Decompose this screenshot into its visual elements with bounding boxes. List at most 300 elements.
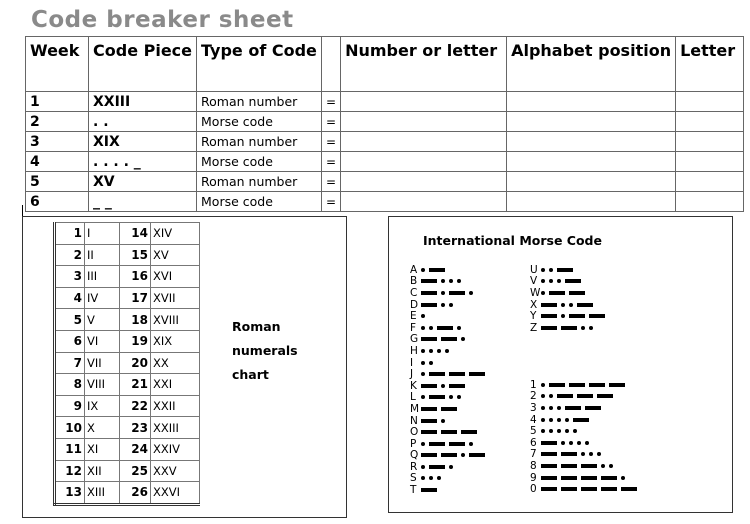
morse-symbols — [421, 326, 465, 330]
alphabet-position-cell[interactable] — [507, 152, 676, 172]
morse-dot — [421, 442, 425, 446]
morse-symbols — [541, 268, 577, 272]
morse-dash — [469, 372, 485, 376]
morse-dash — [429, 268, 445, 272]
roman-number-cell: 22 — [120, 395, 151, 417]
roman-numeral-cell: XII — [85, 460, 120, 482]
roman-numeral-cell: IX — [85, 395, 120, 417]
morse-dash — [581, 487, 597, 491]
morse-dash — [541, 303, 557, 307]
alphabet-position-cell[interactable] — [507, 112, 676, 132]
morse-dash — [441, 453, 457, 457]
morse-char: L — [410, 391, 416, 404]
roman-numeral-cell: XXI — [151, 374, 200, 396]
morse-char: 6 — [530, 436, 537, 449]
roman-number-cell: 16 — [120, 266, 151, 288]
morse-dash — [549, 291, 565, 295]
roman-row — [55, 287, 200, 309]
morse-dot — [565, 418, 569, 422]
alphabet-position-cell[interactable] — [507, 192, 676, 212]
type-cell: Roman number — [197, 172, 322, 192]
morse-dot — [541, 268, 545, 272]
morse-dash — [541, 464, 557, 468]
morse-dash — [429, 465, 445, 469]
morse-dash — [421, 407, 437, 411]
alphabet-position-cell[interactable] — [507, 172, 676, 192]
morse-dot — [541, 406, 545, 410]
roman-row — [55, 309, 200, 331]
letter-cell[interactable] — [676, 152, 744, 172]
morse-dash — [585, 406, 601, 410]
morse-dot — [585, 441, 589, 445]
roman-row — [55, 482, 200, 505]
morse-symbols — [541, 406, 605, 410]
morse-dot — [429, 326, 433, 330]
roman-numeral-cell: III — [85, 266, 120, 288]
morse-symbols — [541, 464, 617, 468]
morse-dot — [589, 452, 593, 456]
number-or-letter-cell[interactable] — [341, 112, 507, 132]
morse-char: 8 — [530, 459, 537, 472]
morse-row — [410, 299, 489, 311]
morse-symbols — [541, 476, 629, 480]
roman-row — [55, 330, 200, 352]
roman-numeral-cell: II — [85, 244, 120, 266]
morse-char: V — [530, 275, 538, 288]
roman-number-cell: 23 — [120, 417, 151, 439]
roman-numeral-cell: VIII — [85, 374, 120, 396]
roman-numeral-cell: XIX — [151, 330, 200, 352]
morse-dot — [421, 372, 425, 376]
morse-dash — [449, 291, 465, 295]
morse-dash — [441, 407, 457, 411]
morse-dot — [597, 452, 601, 456]
morse-row — [530, 425, 641, 437]
morse-symbols — [421, 430, 481, 434]
morse-char: 2 — [530, 390, 537, 403]
header-week: Week — [26, 37, 89, 92]
roman-number-cell: 8 — [55, 374, 85, 396]
morse-row — [530, 264, 609, 276]
morse-dot — [449, 465, 453, 469]
morse-row — [410, 403, 489, 415]
morse-symbols — [541, 418, 593, 422]
morse-char: Z — [530, 321, 538, 334]
morse-dash — [461, 430, 477, 434]
morse-dash — [421, 453, 437, 457]
morse-char: M — [410, 402, 420, 415]
morse-symbols — [421, 303, 457, 307]
morse-dot — [557, 429, 561, 433]
morse-row — [530, 472, 641, 484]
roman-numeral-cell: XIV — [151, 223, 200, 245]
letter-cell[interactable] — [676, 112, 744, 132]
morse-dot — [577, 441, 581, 445]
morse-symbols — [421, 407, 461, 411]
morse-dash — [541, 476, 557, 480]
morse-dash — [441, 430, 457, 434]
morse-dash — [421, 279, 437, 283]
morse-row — [410, 334, 489, 346]
roman-numeral-cell: VII — [85, 352, 120, 374]
morse-dot — [569, 303, 573, 307]
morse-dash — [421, 337, 437, 341]
morse-dot — [609, 464, 613, 468]
morse-row — [410, 438, 489, 450]
type-cell: Morse code — [197, 192, 322, 212]
number-or-letter-cell[interactable] — [341, 172, 507, 192]
morse-dot — [561, 441, 565, 445]
morse-row — [410, 287, 489, 299]
morse-dash — [557, 394, 573, 398]
roman-number-cell: 25 — [120, 460, 151, 482]
morse-symbols — [421, 291, 477, 295]
morse-dash — [621, 487, 637, 491]
morse-row — [530, 287, 609, 299]
morse-char: I — [410, 356, 414, 369]
header-code-piece: Code Piece — [89, 37, 197, 92]
header-type-of-code: Type of Code — [197, 37, 322, 92]
morse-char: R — [410, 460, 418, 473]
morse-dot — [549, 279, 553, 283]
morse-dash — [589, 383, 605, 387]
morse-dot — [549, 429, 553, 433]
morse-dot — [461, 337, 465, 341]
roman-numerals-table — [53, 222, 200, 506]
morse-dot — [541, 429, 545, 433]
roman-number-cell: 26 — [120, 482, 151, 505]
morse-dash — [541, 487, 557, 491]
roman-number-cell: 20 — [120, 352, 151, 374]
morse-dash — [449, 372, 465, 376]
letter-cell[interactable] — [676, 192, 744, 212]
morse-dot — [421, 395, 425, 399]
morse-dash — [561, 452, 577, 456]
morse-row — [410, 461, 489, 473]
type-cell: Morse code — [197, 112, 322, 132]
morse-dash — [561, 476, 577, 480]
morse-char: X — [530, 298, 538, 311]
equals-cell: = — [322, 192, 341, 212]
morse-char: B — [410, 275, 418, 288]
morse-row — [530, 379, 641, 391]
morse-row — [410, 473, 489, 485]
type-cell: Morse code — [197, 152, 322, 172]
morse-dash — [561, 326, 577, 330]
morse-dot — [429, 361, 433, 365]
morse-dot — [581, 326, 585, 330]
morse-dot — [621, 476, 625, 480]
morse-row — [410, 322, 489, 334]
morse-char: S — [410, 472, 417, 485]
morse-dot — [421, 465, 425, 469]
morse-dash — [541, 314, 557, 318]
morse-dot — [449, 279, 453, 283]
header-row — [26, 37, 744, 92]
roman-caption-line: Roman — [232, 319, 281, 334]
morse-char: G — [410, 333, 419, 346]
roman-number-cell: 3 — [55, 266, 85, 288]
morse-dash — [421, 303, 437, 307]
header-alphabet-position: Alphabet position — [507, 37, 676, 92]
morse-char: 1 — [530, 378, 537, 391]
morse-dash — [601, 476, 617, 480]
morse-dot — [421, 349, 425, 353]
morse-dot — [541, 418, 545, 422]
morse-letters-a-t — [410, 264, 489, 496]
morse-dot — [429, 476, 433, 480]
morse-row — [530, 402, 641, 414]
sheet-title: Code breaker sheet — [31, 7, 294, 33]
roman-numeral-cell: XXII — [151, 395, 200, 417]
roman-caption-line: numerals — [232, 343, 298, 358]
roman-row — [55, 460, 200, 482]
morse-dot — [421, 268, 425, 272]
morse-dot — [565, 429, 569, 433]
morse-row — [530, 322, 609, 334]
roman-numeral-cell: X — [85, 417, 120, 439]
code-piece-cell: _ _ — [89, 192, 197, 212]
morse-char: 3 — [530, 401, 537, 414]
morse-dot — [441, 419, 445, 423]
morse-dot — [557, 406, 561, 410]
roman-numeral-cell: XXIV — [151, 438, 200, 460]
letter-cell[interactable] — [676, 172, 744, 192]
morse-symbols — [421, 314, 429, 318]
roman-number-cell: 11 — [55, 438, 85, 460]
roman-numeral-cell: XIII — [85, 482, 120, 505]
morse-dot — [421, 314, 425, 318]
morse-dot — [421, 326, 425, 330]
roman-numeral-cell: VI — [85, 330, 120, 352]
morse-symbols — [421, 488, 441, 492]
morse-dot — [561, 303, 565, 307]
morse-symbols — [541, 487, 641, 491]
morse-dash — [437, 326, 453, 330]
morse-dot — [437, 349, 441, 353]
alphabet-position-cell[interactable] — [507, 92, 676, 112]
morse-dot — [549, 268, 553, 272]
number-or-letter-cell[interactable] — [341, 192, 507, 212]
morse-symbols — [541, 441, 593, 445]
roman-row — [55, 438, 200, 460]
morse-dash — [541, 326, 557, 330]
morse-char: 9 — [530, 471, 537, 484]
morse-dot — [589, 326, 593, 330]
code-piece-cell: . . . . _ — [89, 152, 197, 172]
morse-row — [410, 310, 489, 322]
morse-char: D — [410, 298, 419, 311]
roman-row — [55, 374, 200, 396]
morse-dot — [457, 395, 461, 399]
roman-number-cell: 4 — [55, 287, 85, 309]
equals-cell: = — [322, 152, 341, 172]
code-piece-cell: XV — [89, 172, 197, 192]
type-cell: Roman number — [197, 132, 322, 152]
morse-dot — [541, 279, 545, 283]
morse-dash — [569, 314, 585, 318]
roman-row — [55, 395, 200, 417]
morse-char: P — [410, 437, 417, 450]
roman-number-cell: 10 — [55, 417, 85, 439]
morse-dot — [541, 383, 545, 387]
table-row — [26, 132, 744, 152]
morse-dash — [421, 419, 437, 423]
table-row — [26, 92, 744, 112]
morse-char: 5 — [530, 425, 537, 438]
morse-dash — [609, 383, 625, 387]
roman-number-cell: 15 — [120, 244, 151, 266]
morse-dot — [549, 394, 553, 398]
morse-letters-u-z — [530, 264, 609, 334]
roman-numeral-cell: IV — [85, 287, 120, 309]
morse-dash — [565, 279, 581, 283]
roman-numerals-panel — [22, 216, 347, 518]
code-piece-cell: . . — [89, 112, 197, 132]
morse-char: O — [410, 426, 419, 439]
roman-numeral-cell: I — [85, 223, 120, 245]
morse-dash — [421, 488, 437, 492]
morse-dash — [561, 464, 577, 468]
roman-numeral-cell: XXVI — [151, 482, 200, 505]
equals-cell: = — [322, 132, 341, 152]
morse-dash — [429, 372, 445, 376]
header-equals — [322, 37, 341, 92]
morse-row — [530, 310, 609, 322]
morse-dot — [557, 418, 561, 422]
morse-dash — [589, 314, 605, 318]
morse-symbols — [541, 383, 629, 387]
morse-dash — [597, 394, 613, 398]
morse-row — [530, 449, 641, 461]
morse-symbols — [421, 361, 437, 365]
morse-dash — [441, 337, 457, 341]
morse-symbols — [421, 419, 449, 423]
roman-number-cell: 17 — [120, 287, 151, 309]
number-or-letter-cell[interactable] — [341, 92, 507, 112]
morse-char: U — [530, 263, 538, 276]
morse-char: N — [410, 414, 418, 427]
morse-char: 4 — [530, 413, 537, 426]
morse-dot — [421, 476, 425, 480]
roman-row — [55, 244, 200, 266]
morse-dot — [561, 314, 565, 318]
roman-row — [55, 417, 200, 439]
morse-row — [410, 368, 489, 380]
morse-dot — [541, 394, 545, 398]
morse-numbers — [530, 379, 641, 495]
morse-dot — [457, 279, 461, 283]
code-breaker-table — [25, 36, 744, 212]
morse-char: C — [410, 286, 418, 299]
roman-number-cell: 2 — [55, 244, 85, 266]
week-cell: 2 — [26, 112, 89, 132]
morse-dot — [469, 442, 473, 446]
morse-dot — [429, 349, 433, 353]
morse-dash — [565, 406, 581, 410]
header-letter: Letter — [676, 37, 744, 92]
morse-char: E — [410, 310, 417, 323]
alphabet-position-cell[interactable] — [507, 132, 676, 152]
morse-dash — [421, 430, 437, 434]
morse-dash — [577, 303, 593, 307]
morse-symbols — [421, 349, 453, 353]
morse-dot — [541, 291, 545, 295]
morse-symbols — [541, 291, 589, 295]
morse-dash — [573, 418, 589, 422]
morse-title: International Morse Code — [423, 233, 602, 248]
morse-dot — [549, 406, 553, 410]
morse-dash — [449, 442, 465, 446]
morse-dot — [573, 429, 577, 433]
morse-char: H — [410, 344, 418, 357]
morse-dot — [569, 441, 573, 445]
morse-row — [530, 437, 641, 449]
morse-dot — [449, 395, 453, 399]
morse-code-panel — [388, 216, 733, 513]
morse-char: A — [410, 263, 418, 276]
morse-symbols — [421, 453, 489, 457]
morse-row — [410, 264, 489, 276]
roman-number-cell: 9 — [55, 395, 85, 417]
morse-dot — [441, 384, 445, 388]
table-row — [26, 152, 744, 172]
morse-row — [410, 426, 489, 438]
morse-char: K — [410, 379, 417, 392]
morse-dash — [429, 395, 445, 399]
morse-dash — [577, 394, 593, 398]
table-row — [26, 112, 744, 132]
morse-dash — [469, 453, 485, 457]
roman-numeral-cell: XXV — [151, 460, 200, 482]
morse-symbols — [421, 372, 489, 376]
week-cell: 6 — [26, 192, 89, 212]
roman-number-cell: 21 — [120, 374, 151, 396]
morse-symbols — [541, 303, 597, 307]
morse-row — [530, 414, 641, 426]
morse-symbols — [541, 429, 581, 433]
morse-dash — [549, 383, 565, 387]
code-piece-cell: XIX — [89, 132, 197, 152]
letter-cell[interactable] — [676, 92, 744, 112]
roman-numeral-cell: XXIII — [151, 417, 200, 439]
morse-row — [530, 276, 609, 288]
morse-char: 0 — [530, 483, 537, 496]
roman-numeral-cell: XI — [85, 438, 120, 460]
roman-number-cell: 12 — [55, 460, 85, 482]
morse-row — [410, 415, 489, 427]
week-cell: 5 — [26, 172, 89, 192]
morse-dash — [557, 268, 573, 272]
morse-row — [410, 484, 489, 496]
morse-dot — [441, 279, 445, 283]
morse-symbols — [421, 476, 445, 480]
roman-row — [55, 223, 200, 245]
roman-number-cell: 18 — [120, 309, 151, 331]
morse-dash — [541, 441, 557, 445]
number-or-letter-cell[interactable] — [341, 132, 507, 152]
morse-symbols — [421, 384, 469, 388]
morse-dot — [445, 349, 449, 353]
morse-dot — [581, 452, 585, 456]
morse-dash — [581, 476, 597, 480]
morse-symbols — [541, 326, 597, 330]
number-or-letter-cell[interactable] — [341, 152, 507, 172]
letter-cell[interactable] — [676, 132, 744, 152]
morse-char: 7 — [530, 448, 537, 461]
morse-dot — [457, 326, 461, 330]
morse-row — [530, 483, 641, 495]
